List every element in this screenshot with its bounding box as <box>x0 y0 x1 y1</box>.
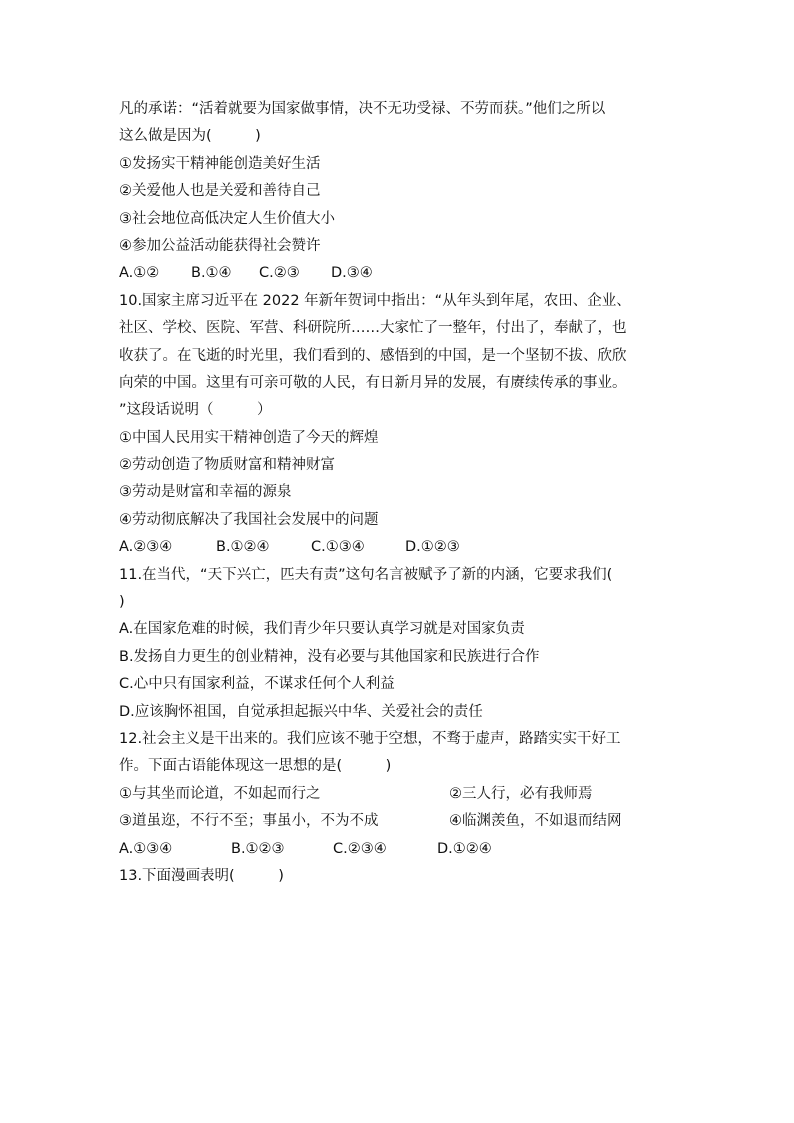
question-text-line: 社区、学校、医院、军营、科研院所……大家忙了一整年，付出了，奉献了，也 <box>119 320 627 337</box>
option-d: D.①②④ <box>437 840 492 857</box>
option-d: D.①②③ <box>405 539 460 556</box>
question-text-line: 凡的承诺：“活着就要为国家做事情，决不无功受禄、不劳而获。”他们之所以 <box>119 101 606 117</box>
question-text-line: 收获了。在飞逝的时光里，我们看到的、感悟到的中国，是一个坚韧不拔、欣欣 <box>119 347 627 364</box>
question-11 <box>119 562 679 726</box>
option-c: C.②③④ <box>333 840 387 857</box>
option-b: B.发扬自力更生的创业精神，没有必要与其他国家和民族进行合作 <box>119 648 540 665</box>
statement-4: ④临渊羡鱼，不如退而结网 <box>449 813 622 830</box>
question-text-line: 12.社会主义是干出来的。我们应该不驰于空想，不骛于虚声，路踏实实干好工 <box>119 730 621 747</box>
question-text-line: 11.在当代，“天下兴亡，匹夫有责”这句名言被赋予了新的内涵，它要求我们( <box>119 566 613 583</box>
statement-2: ②劳动创造了物质财富和精神财富 <box>119 457 335 474</box>
option-c: C.②③ <box>259 265 300 282</box>
statement-row <box>119 781 679 808</box>
option-b: B.①②③ <box>231 840 285 857</box>
statement-1: ①中国人民用实干精神创造了今天的辉煌 <box>119 429 379 446</box>
statement-3: ③社会地位高低决定人生价值大小 <box>119 210 335 227</box>
option-a: A.①② <box>119 265 160 282</box>
option-d: D.③④ <box>331 265 373 282</box>
option-c: C.①③④ <box>311 539 365 556</box>
document-page <box>119 96 679 890</box>
statement-2: ②三人行，必有我师焉 <box>449 785 593 802</box>
option-b: B.①②④ <box>216 539 270 556</box>
question-text-line: 作。下面古语能体现这一思想的是( ) <box>119 758 392 775</box>
statement-1: ①发扬实干精神能创造美好生活 <box>119 155 321 172</box>
statement-4: ④参加公益活动能获得社会赞许 <box>119 237 321 254</box>
statement-2: ②关爱他人也是关爱和善待自己 <box>119 183 321 200</box>
statement-3: ③劳动是财富和幸福的源泉 <box>119 484 292 501</box>
statement-4: ④劳动彻底解决了我国社会发展中的问题 <box>119 511 379 528</box>
option-a: A.①③④ <box>119 840 173 857</box>
question-text-line: ) <box>119 594 125 611</box>
question-text-line: ”这段话说明（ ） <box>119 402 272 419</box>
option-c: C.心中只有国家利益，不谋求任何个人利益 <box>119 676 395 693</box>
option-a: A.在国家危难的时候，我们青少年只要认真学习就是对国家负责 <box>119 621 525 638</box>
option-a: A.②③④ <box>119 539 173 556</box>
question-10 <box>119 288 679 562</box>
option-d: D.应该胸怀祖国，自觉承担起振兴中华、关爱社会的责任 <box>119 703 483 720</box>
question-text-line: 向荣的中国。这里有可亲可敬的人民，有日新月异的发展，有赓续传承的事业。 <box>119 374 627 391</box>
answer-options <box>119 836 679 863</box>
question-text-line: 10.国家主席习近平在 2022 年新年贺词中指出：“从年头到年尾，农田、企业、 <box>119 292 631 309</box>
question-12 <box>119 726 679 863</box>
question-text-line: 13.下面漫画表明( ) <box>119 867 284 884</box>
statement-3: ③道虽迩，不行不至；事虽小，不为不成 <box>119 813 379 830</box>
statement-row <box>119 808 679 835</box>
question-13 <box>119 863 679 890</box>
option-b: B.①④ <box>191 265 232 282</box>
answer-options <box>119 260 679 287</box>
question-9 <box>119 96 679 288</box>
question-text-line: 这么做是因为( ) <box>119 128 261 145</box>
statement-1: ①与其坐而论道，不如起而行之 <box>119 785 321 802</box>
answer-options <box>119 534 679 561</box>
